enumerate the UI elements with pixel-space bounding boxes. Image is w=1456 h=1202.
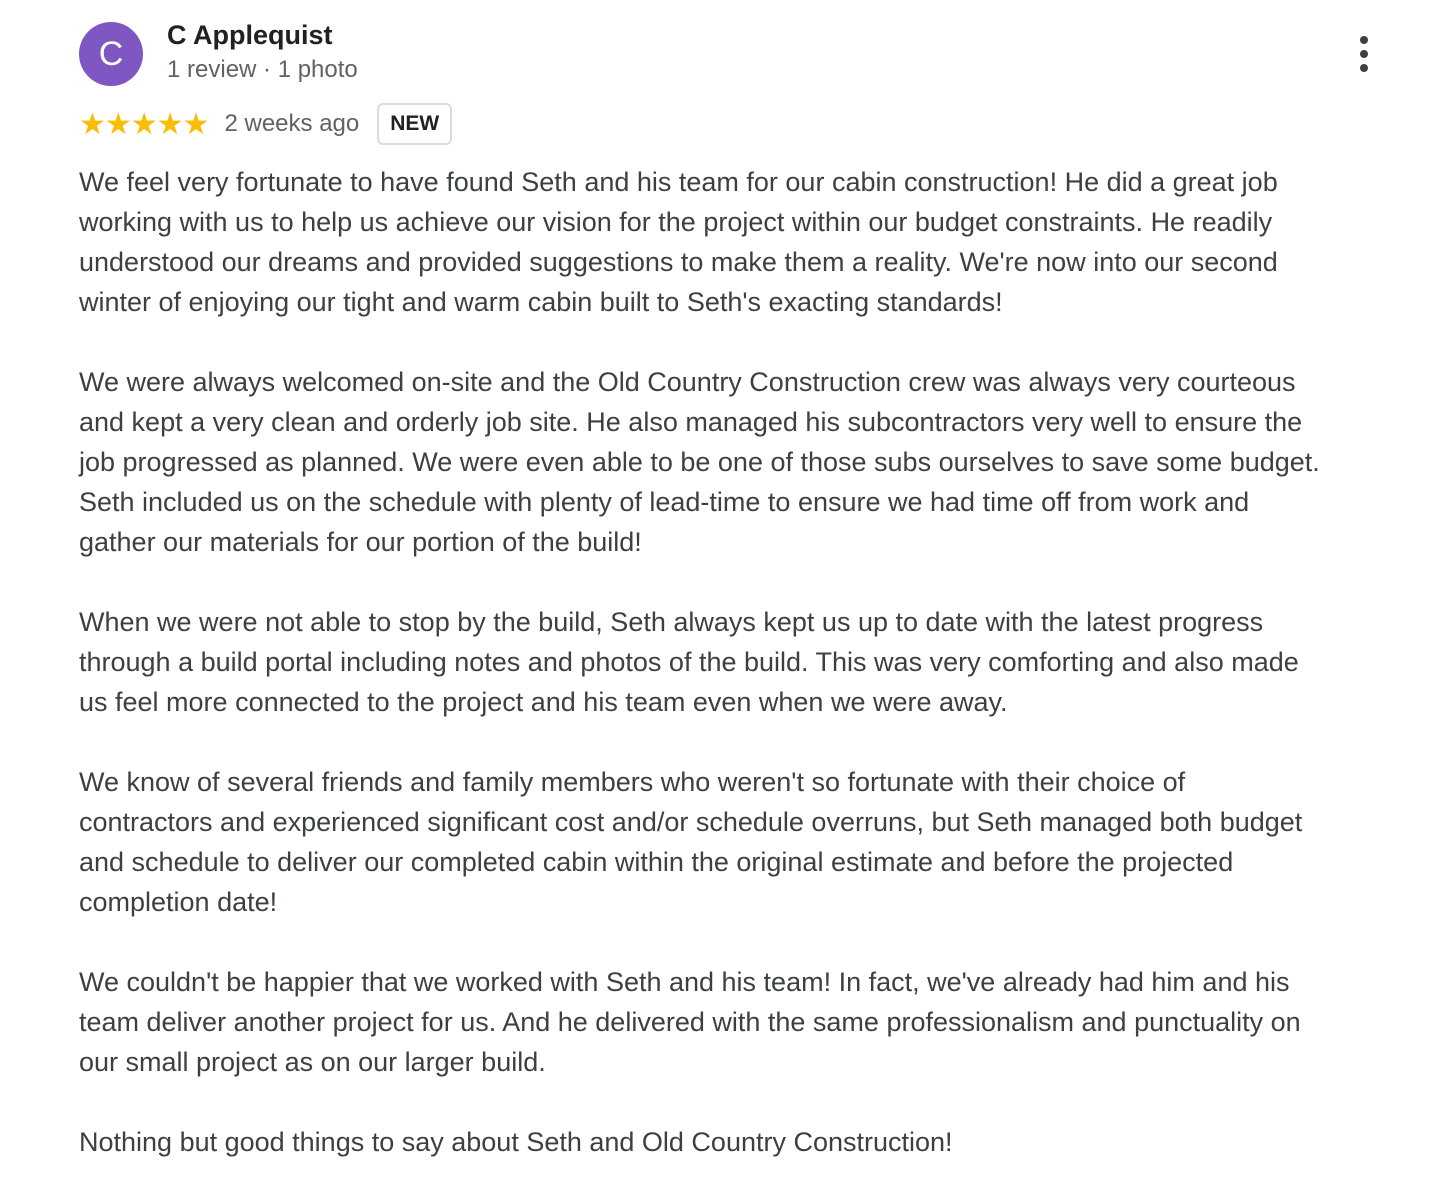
star-rating-icon: ★★★★★ (79, 107, 209, 141)
review-line: When we were not able to stop by the build, Seth always kept us up to date with the latest progress (79, 607, 1264, 637)
review-line: and schedule to deliver our completed cabin within the original estimate and before the projected (79, 847, 1234, 877)
review-line: us feel more connected to the project and his team even when we were away. (79, 687, 1008, 717)
review-line: We know of several friends and family members who weren't so fortunate with their choice of (79, 767, 1186, 797)
review-line: Nothing but good things to say about Seth and Old Country Construction! (79, 1127, 953, 1157)
avatar[interactable] (79, 22, 143, 86)
review-line: through a build portal including notes and photos of the build. This was very comforting and also made (79, 647, 1299, 677)
review-line: We were always welcomed on-site and the Old Country Construction crew was always very courteous (79, 367, 1296, 397)
review-line: gather our materials for our portion of the build! (79, 527, 642, 557)
review-paragraph (79, 762, 1320, 922)
review-paragraph (79, 602, 1320, 722)
review-line: working with us to help us achieve our vision for the project within our budget constraints. He readily (79, 207, 1273, 237)
avatar-initial: C (98, 34, 124, 73)
review-line: understood our dreams and provided suggestions to make them a reality. We're now into our second (79, 247, 1278, 277)
review-line: Seth included us on the schedule with plenty of lead-time to ensure we had time off from work and (79, 487, 1250, 517)
reviewer-meta: 1 review · 1 photo (167, 56, 358, 83)
review-paragraph (79, 1122, 1320, 1162)
review-line: We feel very fortunate to have found Seth and his team for our cabin construction! He did a great job (79, 167, 1278, 197)
review-paragraph (79, 362, 1320, 562)
new-badge: NEW (377, 103, 452, 145)
more-options-icon[interactable] (1352, 36, 1376, 72)
rating-row (79, 102, 452, 146)
review-line: our small project as on our larger build. (79, 1047, 546, 1077)
review-paragraph (79, 162, 1320, 322)
review-line: We couldn't be happier that we worked with Seth and his team! In fact, we've already had him and his (79, 967, 1290, 997)
review-line: team deliver another project for us. And he delivered with the same professionalism and punctuality on (79, 1007, 1301, 1037)
review-line: winter of enjoying our tight and warm cabin built to Seth's exacting standards! (79, 287, 1003, 317)
review-text (79, 162, 1320, 1202)
review-line: completion date! (79, 887, 278, 917)
review-time: 2 weeks ago (224, 110, 360, 137)
review-line: job progressed as planned. We were even able to be one of those subs ourselves to save some budget. (79, 447, 1320, 477)
reviewer-name[interactable]: C Applequist (167, 20, 333, 50)
review-paragraph (79, 962, 1320, 1082)
review-line: contractors and experienced significant cost and/or schedule overruns, but Seth managed both budget (79, 807, 1303, 837)
review-line: and kept a very clean and orderly job site. He also managed his subcontractors very well to ensure the (79, 407, 1303, 437)
